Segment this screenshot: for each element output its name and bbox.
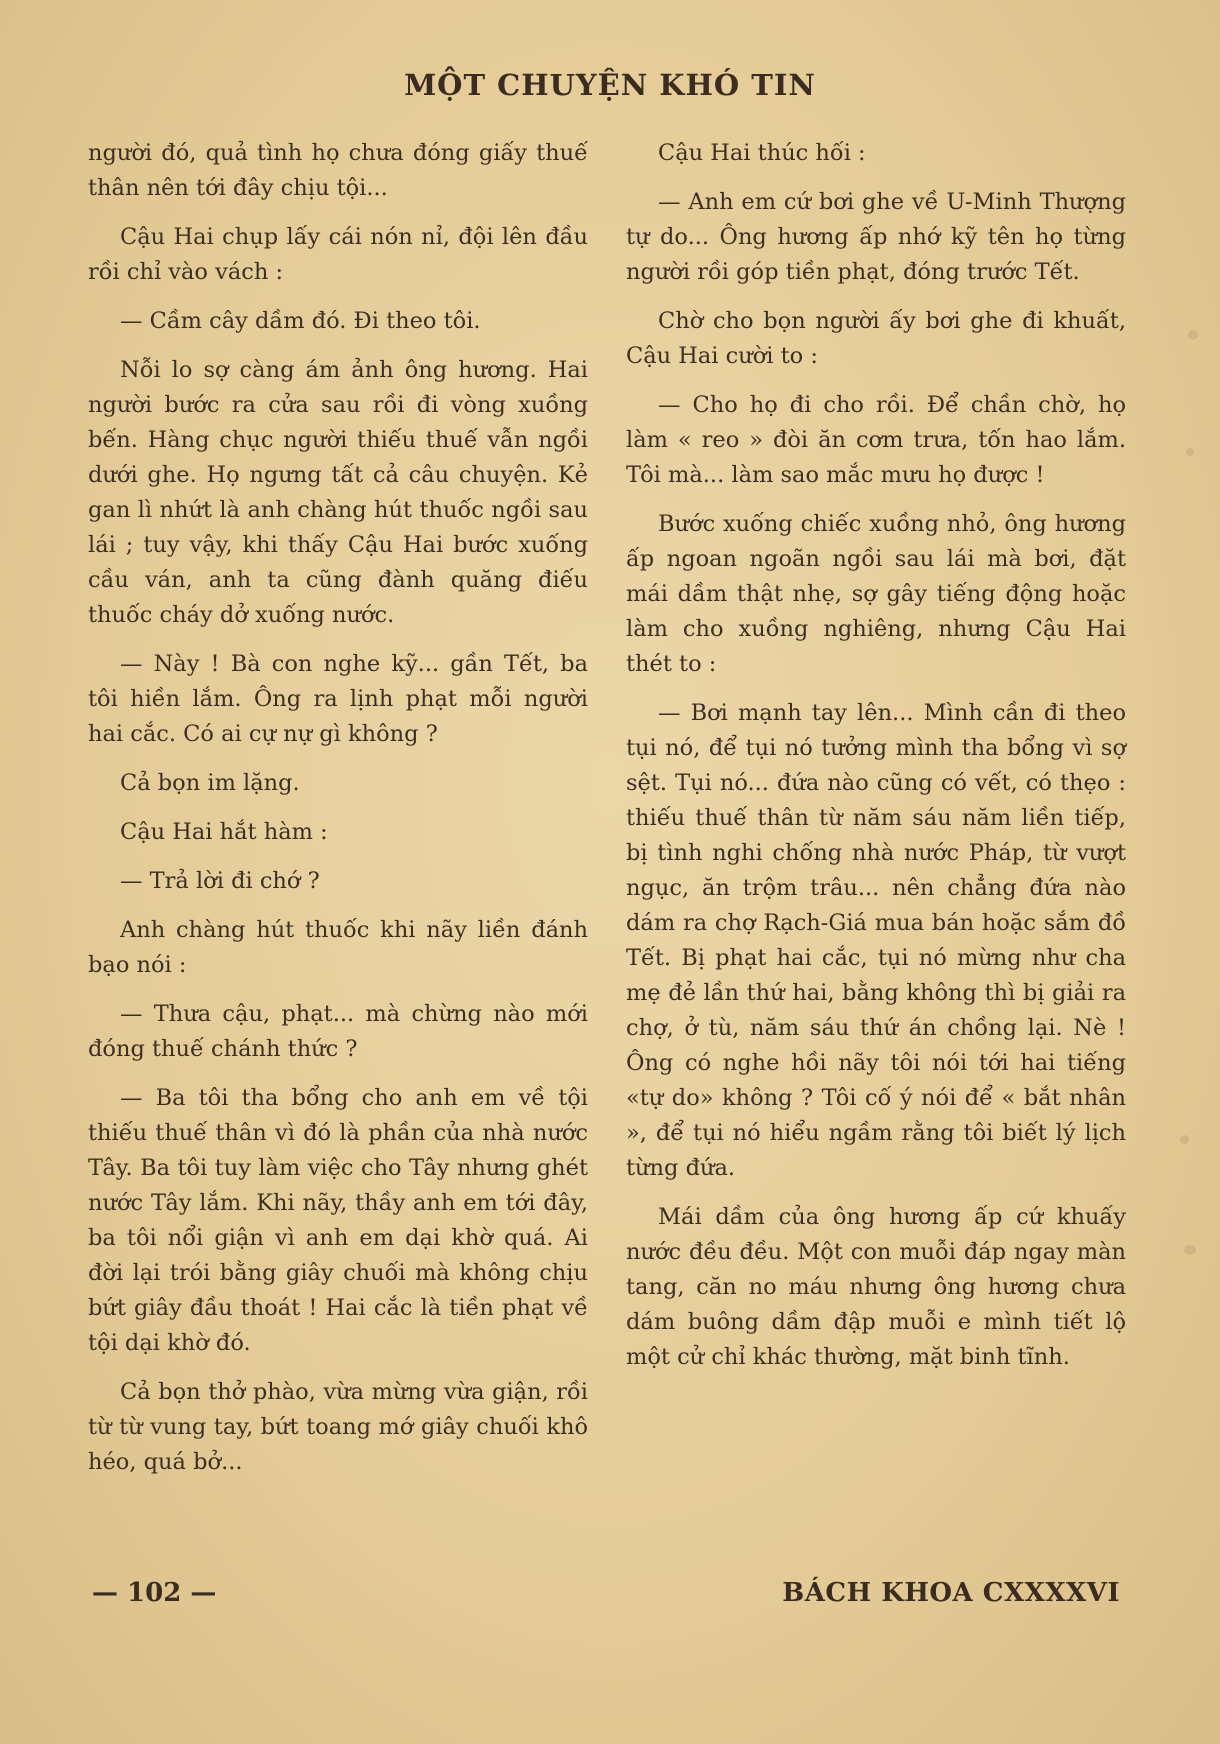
paragraph: — Cho họ đi cho rồi. Để chần chờ, họ làm « reo » đòi ăn cơm trưa, tốn hao lắm. Tôi mà... làm sao mắc mưu họ được ! <box>626 392 1126 488</box>
paragraph: Cậu Hai thúc hối : <box>658 140 866 166</box>
paragraph: Chờ cho bọn người ấy bơi ghe đi khuất, Cậu Hai cười to : <box>626 308 1126 369</box>
paper-stain <box>1186 448 1194 456</box>
paragraph: — Thưa cậu, phạt... mà chừng nào mới đóng thuế chánh thức ? <box>88 1001 588 1062</box>
paragraph: — Trả lời đi chớ ? <box>120 868 320 894</box>
right-column <box>626 136 1126 1389</box>
paragraph: Cả bọn thở phào, vừa mừng vừa giận, rồi từ từ vung tay, bứt toang mớ giây chuối khô héo, quá bở... <box>88 1379 588 1475</box>
paper-stain <box>1184 1245 1196 1255</box>
paragraph: Cậu Hai hắt hàm : <box>120 819 328 845</box>
paragraph: Anh chàng hút thuốc khi nãy liền đánh bạo nói : <box>88 917 588 978</box>
paragraph: Cậu Hai chụp lấy cái nón nỉ, đội lên đầu rồi chỉ vào vách : <box>88 224 588 285</box>
running-header: MỘT CHUYỆN KHÓ TIN <box>404 68 816 102</box>
paragraph: — Ba tôi tha bổng cho anh em về tội thiếu thuế thân vì đó là phần của nhà nước Tây. Ba tôi tuy làm việc cho Tây nhưng ghét nước Tây lắm. Khi nãy, thầy anh em tới đây, ba tôi nổi giận vì anh em dại khờ quá. Ai đời lại trói bằng giây chuối mà không chịu bứt giây đầu thoát ! Hai cắc là tiền phạt về tội dại khờ đó. <box>88 1085 588 1356</box>
page-number: — 102 — <box>92 1578 217 1608</box>
publication-title: BÁCH KHOA CXXXXVI <box>782 1578 1120 1608</box>
paragraph: — Cầm cây dầm đó. Đi theo tôi. <box>120 308 481 334</box>
paper-stain <box>1180 1135 1189 1144</box>
paragraph: Bước xuống chiếc xuồng nhỏ, ông hương ấp ngoan ngoãn ngồi sau lái mà bơi, đặt mái dầm thật nhẹ, sợ gây tiếng động hoặc làm cho xuồng nghiêng, nhưng Cậu Hai thét to : <box>626 511 1126 677</box>
left-column <box>88 136 588 1494</box>
paragraph: — Bơi mạnh tay lên... Mình cần đi theo tụi nó, để tụi nó tưởng mình tha bổng vì sợ sệt. Tụi nó... đứa nào cũng có vết, có thẹo : thiếu thuế thân từ năm sáu năm liền tiếp, bị tình nghi chống nhà nước Pháp, từ vượt ngục, ăn trộm trâu... nên chẳng đứa nào dám ra chợ Rạch-Giá mua bán hoặc sắm đồ Tết. Bị phạt hai cắc, tụi nó mừng như cha mẹ đẻ lần thứ hai, bằng không thì bị giải ra chợ, ở tù, năm sáu thứ án chồng lại. Nè ! Ông có nghe hồi nãy tôi nói tới hai tiếng «tự do» không ? Tôi cố ý nói để « bắt nhân », để tụi nó hiểu ngầm rằng tôi biết lý lịch từng đứa. <box>626 700 1126 1181</box>
paragraph: Cả bọn im lặng. <box>120 770 300 796</box>
paragraph: Mái dầm của ông hương ấp cứ khuấy nước đều đều. Một con muỗi đáp ngay màn tang, căn no máu nhưng ông hương chưa dám buông dầm đập muỗi e mình tiết lộ một cử chỉ khác thường, mặt binh tĩnh. <box>626 1204 1126 1370</box>
paragraph: Nỗi lo sợ càng ám ảnh ông hương. Hai người bước ra cửa sau rồi đi vòng xuồng bến. Hàng chục người thiếu thuế vẫn ngồi dưới ghe. Họ ngưng tất cả câu chuyện. Kẻ gan lì nhứt là anh chàng hút thuốc ngồi sau lái ; tuy vậy, khi thấy Cậu Hai bước xuống cầu ván, anh ta cũng đành quăng điếu thuốc cháy dở xuống nước. <box>88 357 588 628</box>
paragraph: — Này ! Bà con nghe kỹ... gần Tết, ba tôi hiền lắm. Ông ra lịnh phạt mỗi người hai cắc. Có ai cự nự gì không ? <box>88 651 588 747</box>
paragraph: người đó, quả tình họ chưa đóng giấy thuế thân nên tới đây chịu tội... <box>88 140 588 201</box>
paper-stain <box>1188 330 1198 340</box>
paragraph: — Anh em cứ bơi ghe về U-Minh Thượng tự do... Ông hương ấp nhớ kỹ tên họ từng người rồi góp tiền phạt, đóng trước Tết. <box>626 189 1126 285</box>
